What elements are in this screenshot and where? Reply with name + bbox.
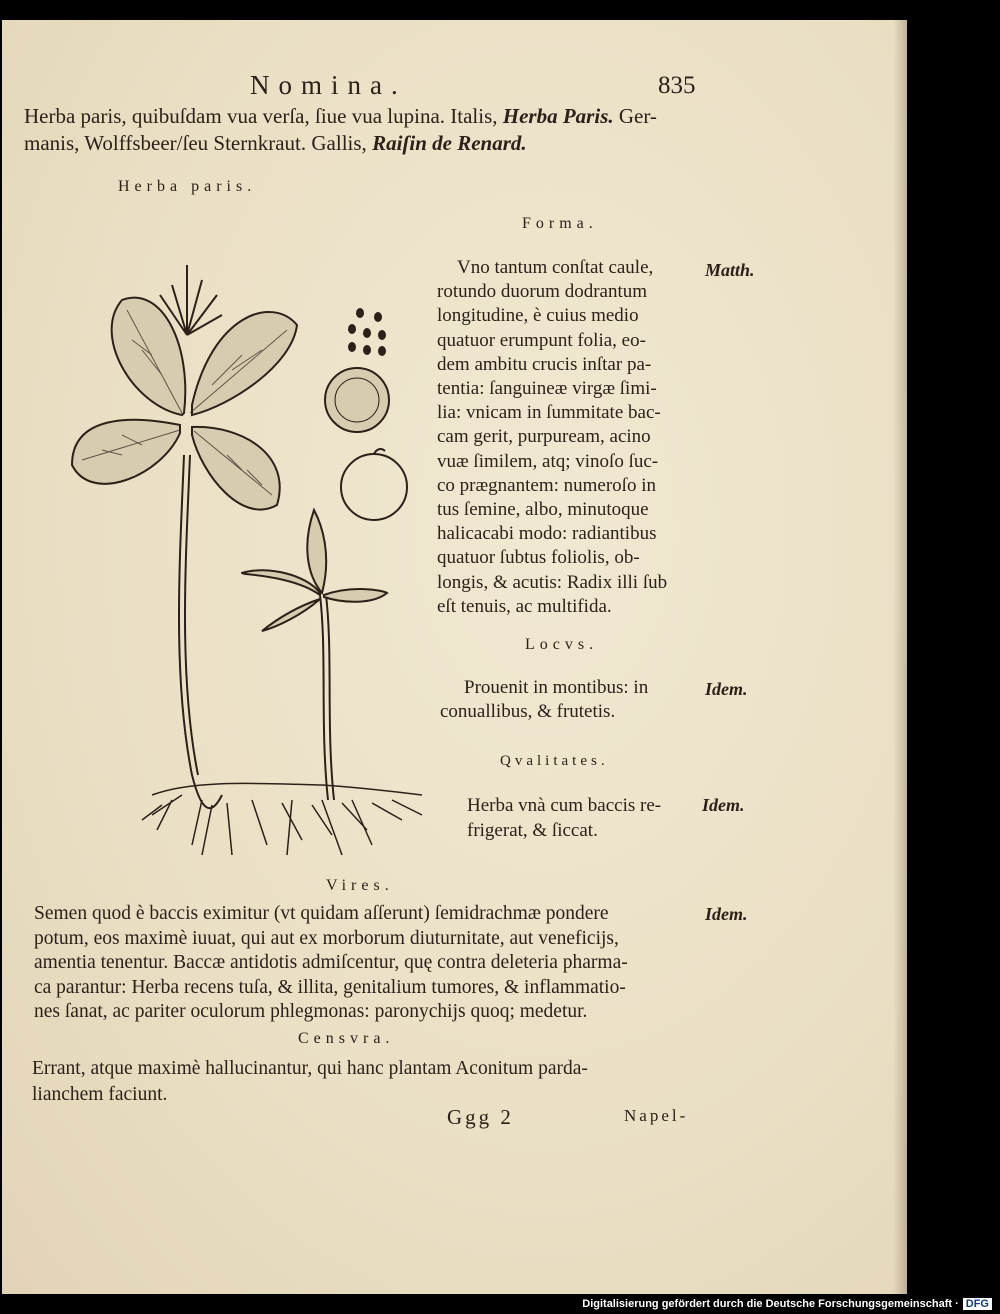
seeds	[348, 308, 386, 356]
forma-text	[437, 256, 667, 619]
forma-line: tentia: ſanguineæ virgæ ſimi-	[437, 378, 657, 400]
forma-line: lia: vnicam in ſummitate bac-	[437, 402, 661, 424]
figure-caption: Herba paris.	[118, 178, 257, 195]
signature-mark: Ggg 2	[447, 1105, 514, 1129]
vires-line: ca parantur: Herba recens tuſa, & illita, genitalium tumores, & inflammatio-	[34, 976, 626, 998]
herba-paris-woodcut	[52, 255, 442, 875]
book-page	[2, 20, 907, 1294]
qualitates-text	[467, 793, 661, 843]
qualitates-line: frigerat, & ſiccat.	[467, 820, 598, 841]
nomina-line-1	[24, 104, 657, 129]
nomina-italian-name: Herba Paris.	[502, 104, 614, 128]
second-stem	[320, 595, 328, 800]
leaf-upper-right	[192, 312, 297, 415]
forma-line: cam gerit, purpuream, acino	[437, 426, 651, 448]
nomina-french-name: Raiſin de Renard.	[372, 131, 527, 155]
censura-heading: Censvra.	[298, 1030, 395, 1047]
locus-line: conuallibus, & frutetis.	[440, 701, 616, 722]
censura-line: Errant, atque maximè hallucinantur, qui hanc plantam Aconitum parda-	[32, 1058, 588, 1079]
forma-line: co prægnantem: numeroſo in	[437, 474, 656, 496]
vires-margin-note: Idem.	[705, 904, 748, 924]
nomina-line-1-end: Ger-	[618, 104, 657, 128]
locus-heading: Locvs.	[525, 636, 599, 653]
leaf-lower-right	[192, 427, 280, 510]
forma-line: Vno tantum conſtat caule,	[457, 257, 654, 278]
forma-line: rotundo duorum dodrantum	[437, 281, 648, 303]
forma-line: longitudine, è cuius medio	[437, 305, 639, 327]
qualitates-heading: Qvalitates.	[500, 753, 609, 769]
forma-line: quatuor erumpunt folia, eo-	[437, 329, 646, 351]
credit-text: Digitalisierung gefördert durch die Deutsche Forschungsgemeinschaft ·	[582, 1298, 959, 1310]
running-title: Nomina.	[250, 70, 407, 100]
qualitates-margin-note: Idem.	[702, 795, 745, 815]
roots	[142, 783, 422, 855]
berry-whole	[341, 454, 407, 520]
dfg-logo: DFG	[963, 1298, 992, 1310]
forma-line: tus ſemine, albo, minutoque	[437, 499, 649, 521]
forma-line: eſt tenuis, ac multifida.	[437, 595, 612, 617]
forma-line: halicacabi modo: radiantibus	[437, 523, 657, 545]
nomina-line-1-text: Herba paris, quibuſdam vua verſa, ſiue vua lupina. Italis,	[24, 104, 498, 128]
nomina-line-2-text: manis, Wolffsbeer/ſeu Sternkraut. Gallis,	[24, 131, 367, 155]
locus-line: Prouenit in montibus: in	[464, 677, 649, 698]
vires-line: nes ſanat, ac pariter oculorum phlegmonas: paronychijs quoq; medetur.	[34, 1001, 588, 1022]
nomina-line-2	[24, 131, 527, 156]
locus-margin-note: Idem.	[705, 679, 748, 699]
vires-line: Semen quod è baccis eximitur (vt quidam aſſerunt) ſemidrachmæ pondere	[34, 903, 609, 924]
digitization-credit	[582, 1298, 992, 1310]
locus-text	[440, 676, 648, 724]
leaf-lower-left	[72, 420, 180, 484]
vires-text	[34, 902, 628, 1025]
forma-line: longis, & acutis: Radix illi ſub	[437, 571, 668, 593]
censura-text	[32, 1056, 588, 1108]
forma-line: vuæ ſimilem, atq; vinoſo ſuc-	[437, 450, 659, 472]
censura-line: lianchem faciunt.	[32, 1084, 168, 1105]
vires-heading: Vires.	[326, 877, 394, 894]
qualitates-line: Herba vnà cum baccis re-	[467, 795, 662, 816]
vires-line: amentia tenentur. Baccæ antidotis admiſcentur, quę contra deleteria pharma-	[34, 952, 628, 973]
forma-line: dem ambitu crucis inſtar pa-	[437, 353, 652, 375]
vires-line: potum, eos maximè iuuat, qui aut ex morborum diuturnitate, aut veneficijs,	[34, 927, 619, 949]
catchword: Napel-	[624, 1106, 689, 1125]
page-number: 835	[658, 72, 696, 99]
forma-margin-note: Matth.	[705, 260, 755, 280]
forma-heading: Forma.	[522, 215, 598, 232]
forma-line: quatuor ſubtus foliolis, ob-	[437, 547, 640, 569]
